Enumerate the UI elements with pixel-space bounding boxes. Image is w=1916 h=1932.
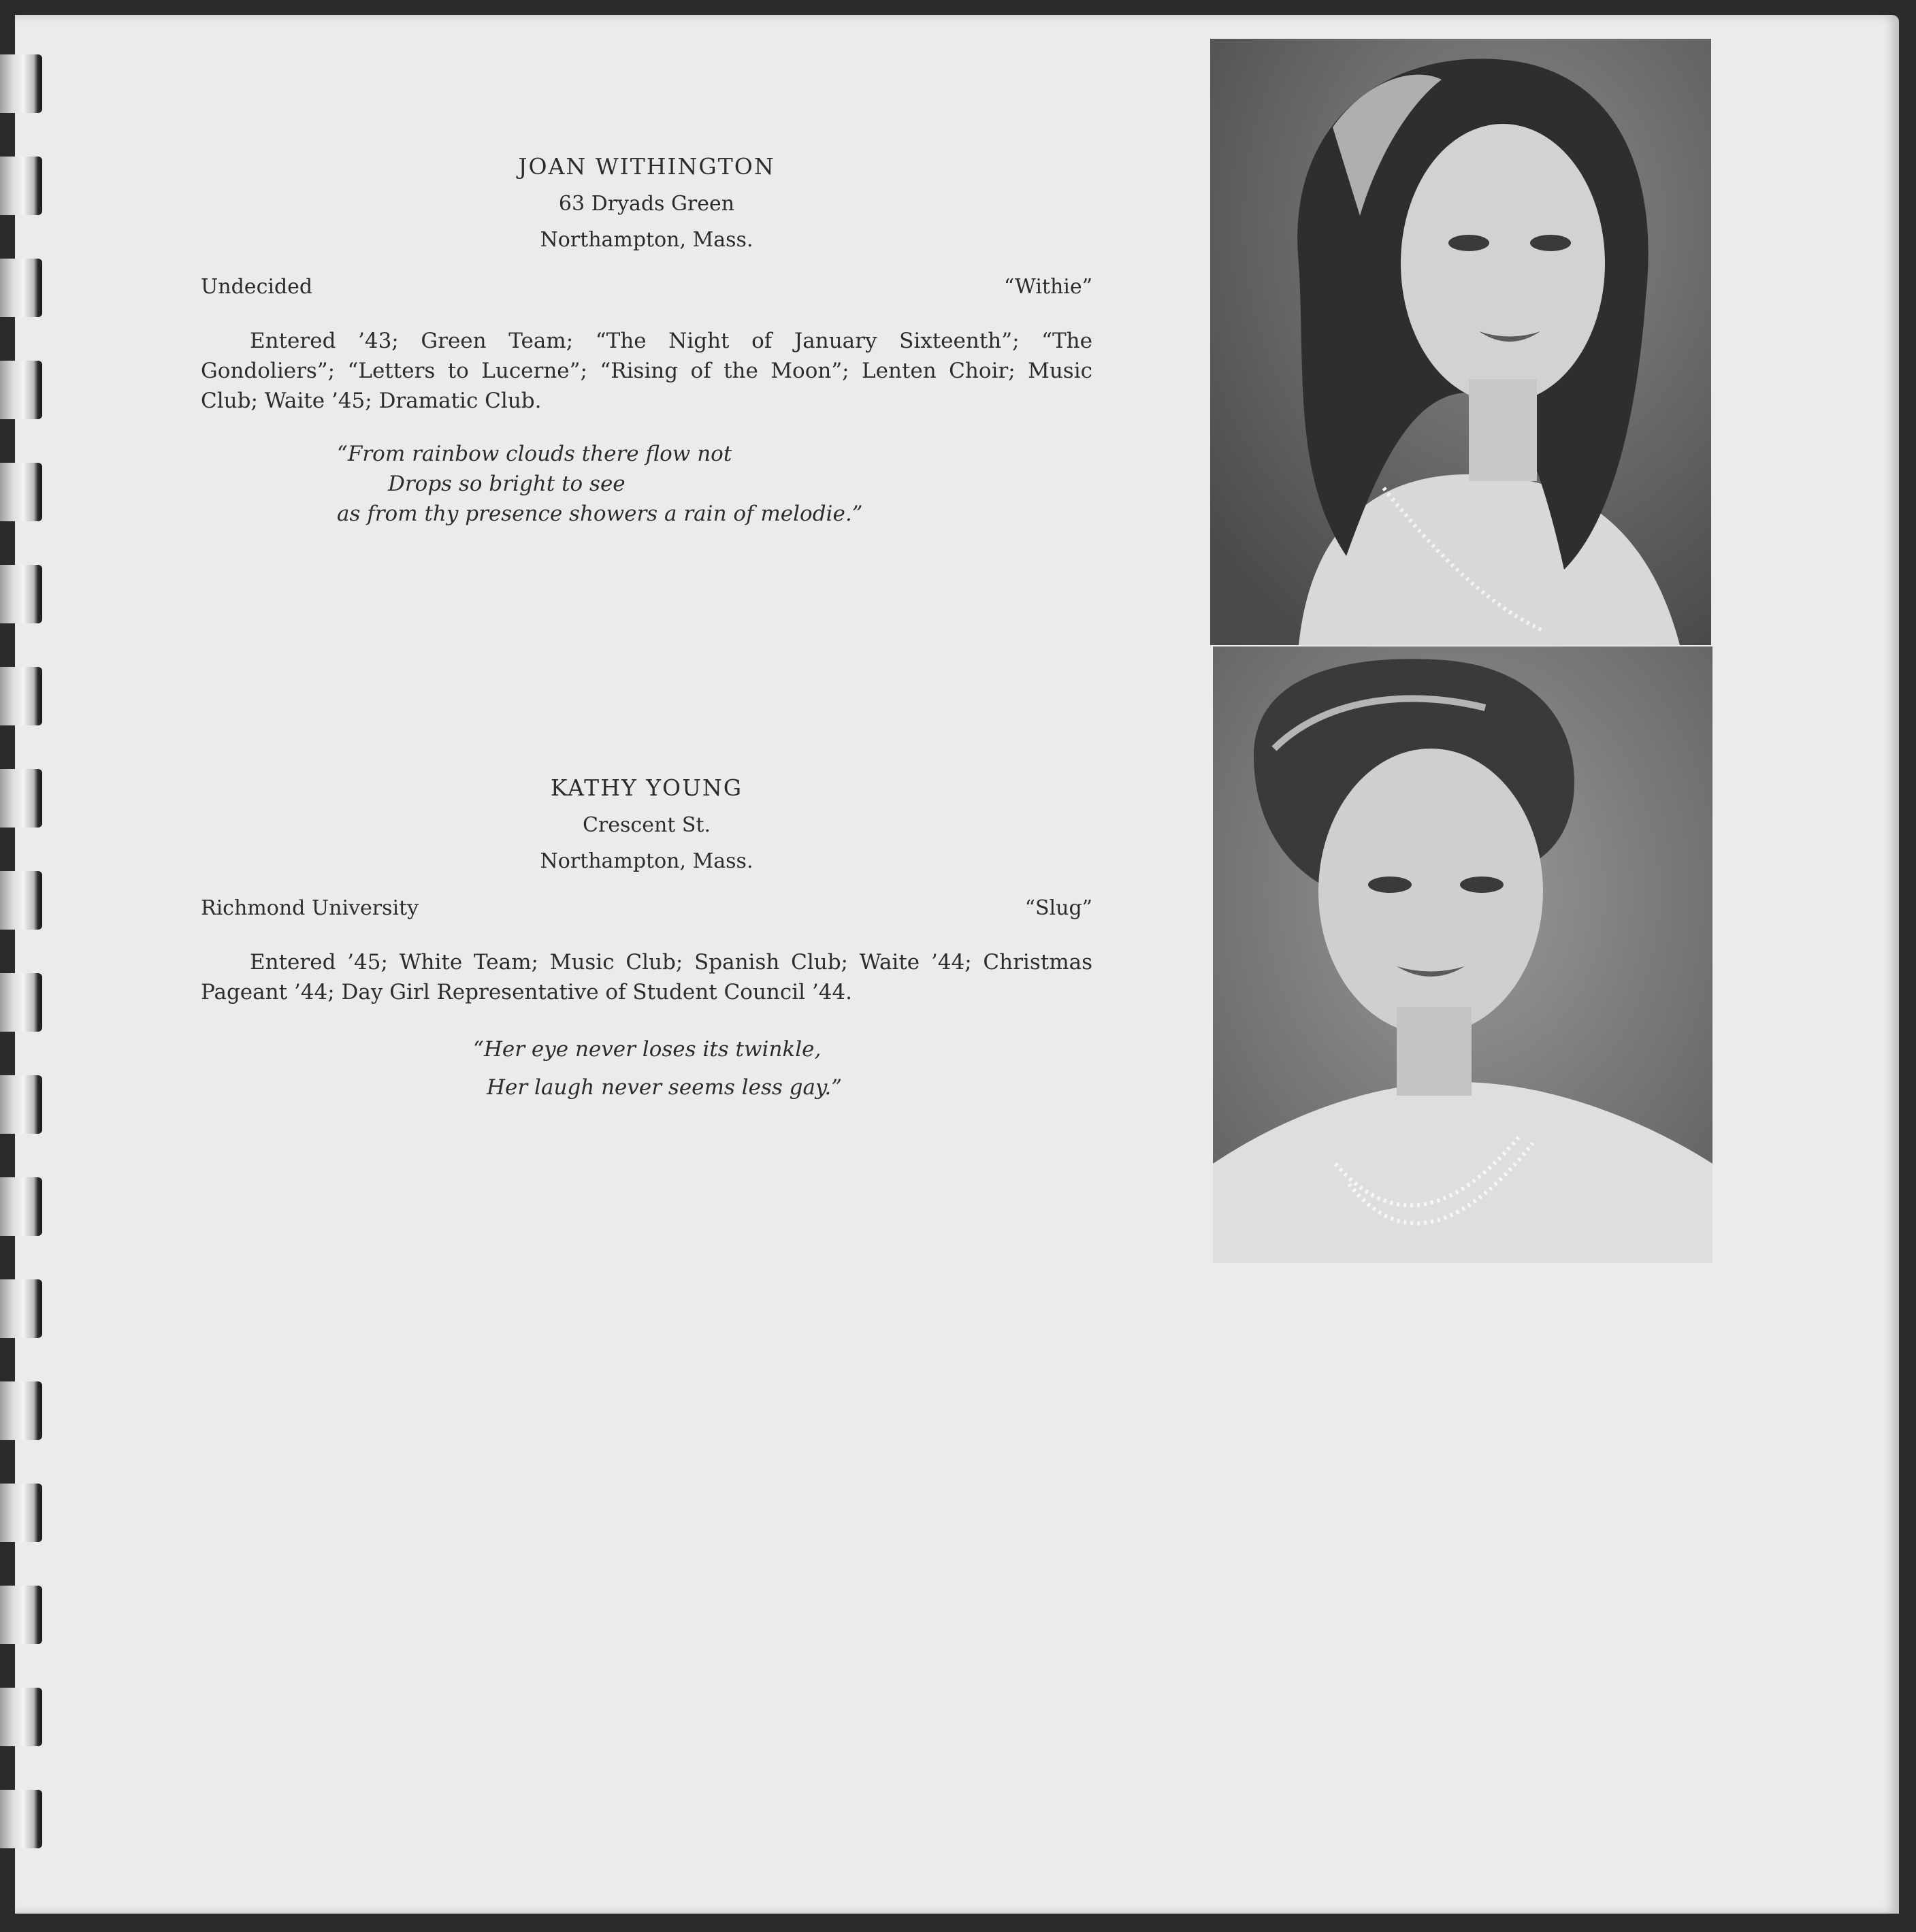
address-city: Northampton, Mass. <box>540 228 753 252</box>
college: Undecided <box>201 275 313 299</box>
quote-line: Drops so bright to see <box>388 472 626 496</box>
entry-kathy-young <box>201 774 1092 1107</box>
portrait-photo-joan <box>1210 39 1711 645</box>
quote-line: Her laugh never seems less gay.” <box>487 1075 843 1100</box>
quote <box>337 439 1092 529</box>
quote-line: as from thy presence showers a rain of melodie.” <box>337 502 863 526</box>
activities: Entered ’43; Green Team; “The Night of January Sixteenth”; “The Gondoliers”; “Letters to Lucerne”; “Rising of the Moon”; Lenten Choir; Music Club; Waite ’45; Dramatic Club. <box>201 329 1092 413</box>
nickname: “Slug” <box>1024 896 1092 920</box>
activities: Entered ’45; White Team; Music Club; Spanish Club; Waite ’44; Christmas Pageant ’44; Day Girl Representative of Student Council ’44. <box>201 950 1092 1004</box>
college: Richmond University <box>201 896 419 920</box>
quote-line: “Her eye never loses its twinkle, <box>473 1037 822 1062</box>
address-street: Crescent St. <box>582 813 711 837</box>
college-nickname-row <box>201 896 1092 920</box>
nickname: “Withie” <box>1003 275 1092 299</box>
entry-joan-withington <box>201 153 1092 529</box>
college-nickname-row <box>201 275 1092 299</box>
quote <box>473 1030 1092 1107</box>
student-name: KATHY YOUNG <box>550 774 743 801</box>
address-street: 63 Dryads Green <box>558 192 735 216</box>
portrait-photo-kathy <box>1213 646 1712 1263</box>
spiral-binding <box>0 0 48 1932</box>
address-city: Northampton, Mass. <box>540 849 753 873</box>
student-name: JOAN WITHINGTON <box>518 153 775 180</box>
quote-line: “From rainbow clouds there flow not <box>337 442 732 466</box>
